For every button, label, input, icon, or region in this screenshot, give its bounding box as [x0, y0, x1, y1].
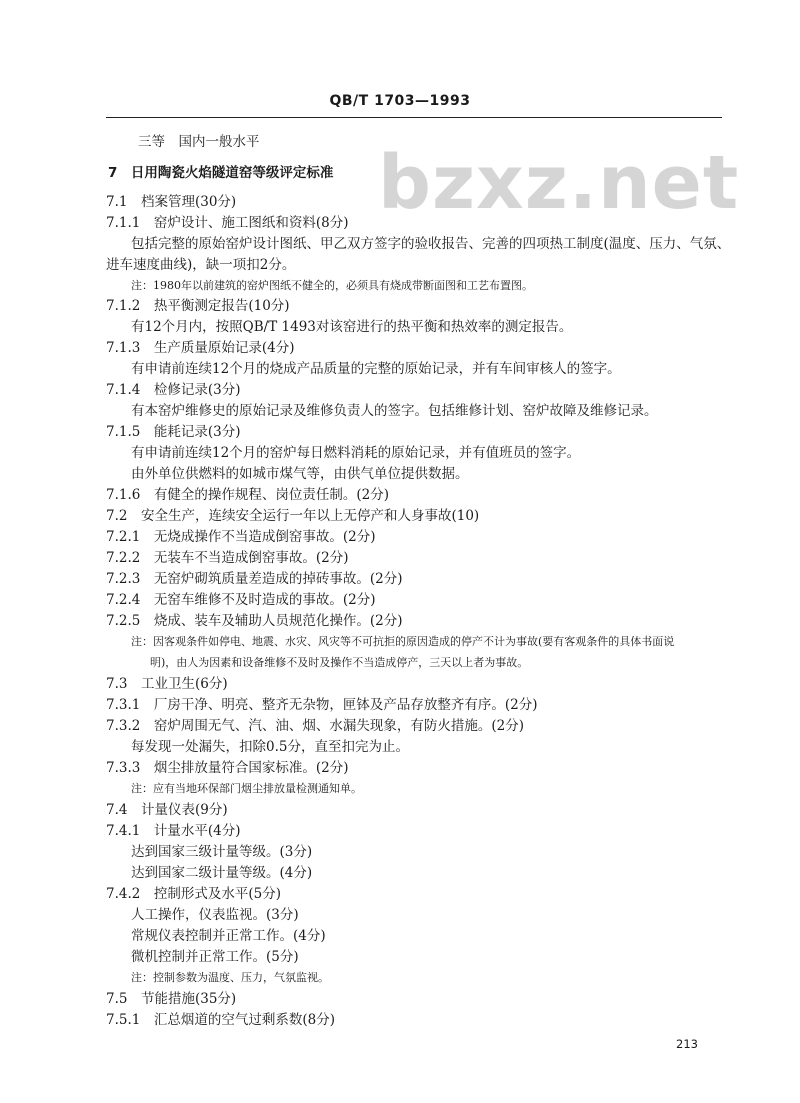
- body-text: 达到国家三级计量等级。(3分): [131, 844, 313, 860]
- body-text: 人工操作，仪表监视。(3分): [131, 907, 299, 923]
- body-text: 包括完整的原始窑炉设计图纸、甲乙双方签字的验收报告、完善的四项热工制度(温度、压力、气氛、: [131, 236, 731, 252]
- clause-heading: 7.5 节能措施(35分): [106, 991, 237, 1007]
- standard-code-header: QB/T 1703—1993: [329, 93, 471, 109]
- clause-heading: 7.1 档案管理(30分): [106, 194, 237, 210]
- clause-heading: 7.2.2 无装车不当造成倒窑事故。(2分): [106, 550, 349, 566]
- clause-heading: 7.2.5 烧成、装车及辅助人员规范化操作。(2分): [106, 613, 403, 629]
- note-text: 注：因客观条件如停电、地震、水灾、风灾等不可抗拒的原因造成的停产不计为事故(要有客观条件的具体书面说: [131, 635, 675, 648]
- clause-heading: 7.2.3 无窑炉砌筑质量差造成的掉砖事故。(2分): [106, 571, 403, 587]
- clause-heading: 7.3 工业卫生(6分): [106, 676, 228, 692]
- note-text: 注：1980年以前建筑的窑炉图纸不健全的，必须具有烧成带断面图和工艺布置图。: [131, 279, 533, 292]
- note-text: 注：控制参数为温度、压力，气氛监视。: [131, 971, 329, 984]
- clause-heading: 7.1.3 生产质量原始记录(4分): [106, 340, 295, 356]
- clause-heading: 7.1.1 窑炉设计、施工图纸和资料(8分): [106, 215, 349, 231]
- clause-heading: 7.4.2 控制形式及水平(5分): [106, 886, 281, 902]
- body-text: 有申请前连续12个月的窑炉每日燃料消耗的原始记录，并有值班员的签字。: [131, 445, 581, 461]
- clause-heading: 7.2 安全生产，连续安全运行一年以上无停产和人身事故(10): [106, 508, 480, 524]
- clause-heading: 7.1.4 检修记录(3分): [106, 382, 241, 398]
- clause-heading: 7.2.1 无烧成操作不当造成倒窑事故。(2分): [106, 529, 376, 545]
- body-text: 进车速度曲线)，缺一项扣2分。: [106, 257, 296, 273]
- clause-heading: 7.1.2 热平衡测定报告(10分): [106, 298, 290, 314]
- clause-heading: 7.5.1 汇总烟道的空气过剩系数(8分): [106, 1012, 335, 1028]
- body-text: 由外单位供燃料的如城市煤气等，由供气单位提供数据。: [131, 466, 469, 482]
- clause-heading: 7.4 计量仪表(9分): [106, 802, 228, 818]
- body-text: 有申请前连续12个月的烧成产品质量的完整的原始记录，并有车间审核人的签字。: [131, 361, 621, 377]
- body-text: 有本窑炉维修史的原始记录及维修负责人的签字。包括维修计划、窑炉故障及维修记录。: [131, 403, 658, 419]
- watermark: bzxz.net: [378, 140, 740, 226]
- note-text: 明)，由人为因素和设备维修不及时及操作不当造成停产，三天以上者为事故。: [150, 656, 529, 669]
- section-heading: 7 日用陶瓷火焰隧道窑等级评定标准: [108, 165, 334, 181]
- body-text: 微机控制并正常工作。(5分): [131, 949, 299, 965]
- clause-heading: 7.3.1 厂房干净、明亮、整齐无杂物，匣钵及产品存放整齐有序。(2分): [106, 697, 538, 713]
- grade-line: 三等 国内一般水平: [138, 134, 260, 150]
- clause-heading: 7.2.4 无窑车维修不及时造成的事故。(2分): [106, 592, 376, 608]
- clause-heading: 7.1.5 能耗记录(3分): [106, 424, 241, 440]
- clause-heading: 7.1.6 有健全的操作规程、岗位责任制。(2分): [106, 487, 389, 503]
- body-text: 有12个月内，按照QB/T 1493对该窑进行的热平衡和热效率的测定报告。: [131, 319, 573, 335]
- clause-heading: 7.3.2 窑炉周围无气、汽、油、烟、水漏失现象，有防火措施。(2分): [106, 718, 524, 734]
- page-number: 213: [676, 1037, 698, 1051]
- note-text: 注：应有当地环保部门烟尘排放量检测通知单。: [131, 782, 362, 795]
- clause-heading: 7.4.1 计量水平(4分): [106, 823, 241, 839]
- body-text: 每发现一处漏失，扣除0.5分，直至扣完为止。: [131, 739, 409, 755]
- clause-heading: 7.3.3 烟尘排放量符合国家标准。(2分): [106, 760, 349, 776]
- body-text: 达到国家二级计量等级。(4分): [131, 865, 313, 881]
- header-rule: [106, 117, 722, 118]
- body-text: 常规仪表控制并正常工作。(4分): [131, 928, 326, 944]
